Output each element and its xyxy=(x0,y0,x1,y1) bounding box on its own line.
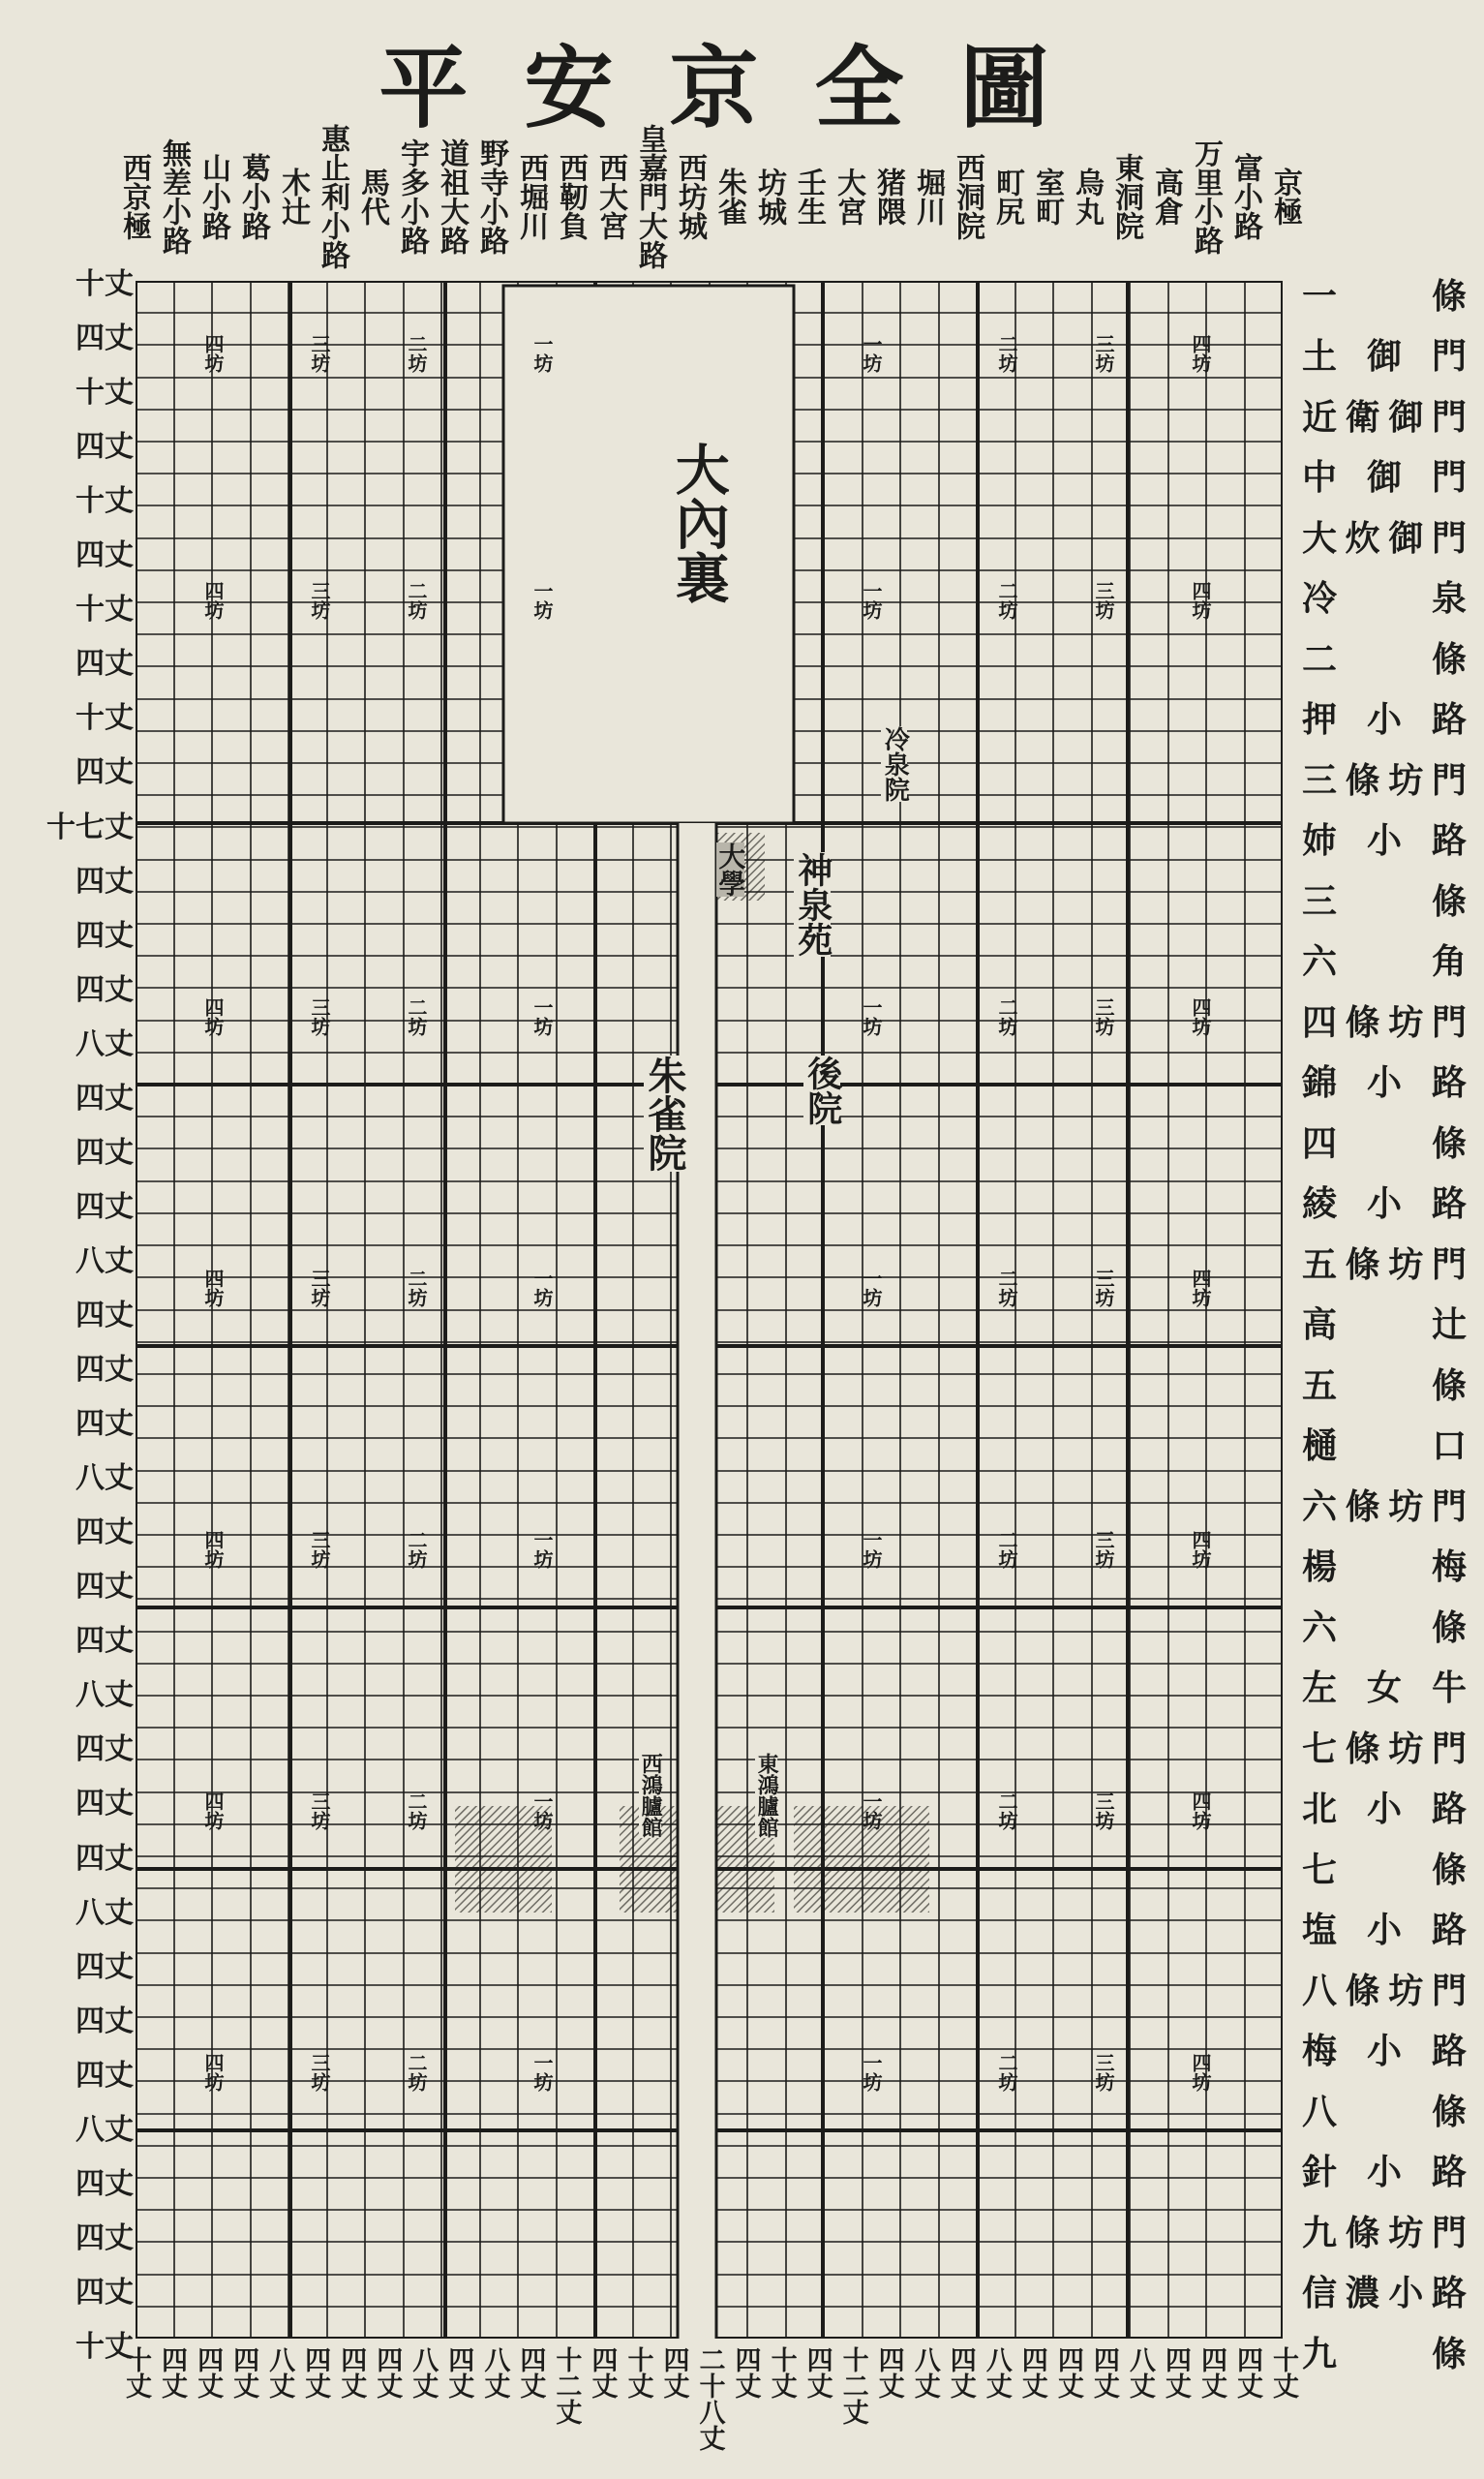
left-width-label: 十丈 xyxy=(76,2330,134,2364)
left-width-label: 四丈 xyxy=(76,755,134,790)
right-street-label: 梅 小 路 xyxy=(1302,2031,1467,2071)
top-street-label: 万里小路 xyxy=(1189,138,1223,255)
top-street-label: 堀川 xyxy=(911,168,945,226)
left-width-label: 四丈 xyxy=(76,864,134,899)
top-street-label: 京極 xyxy=(1268,168,1302,226)
ward-label: 二坊 xyxy=(405,1791,428,1830)
left-width-label: 十七丈 xyxy=(46,810,134,844)
ward-label: 三坊 xyxy=(308,997,331,1036)
right-street-label: 左 女 牛 xyxy=(1302,1668,1467,1708)
right-street-label: 土 御 門 xyxy=(1302,336,1467,377)
top-street-label: 東洞院 xyxy=(1109,153,1143,240)
ward-label: 四坊 xyxy=(1189,997,1212,1036)
left-width-label: 四丈 xyxy=(76,2004,134,2038)
bottom-width-label: 四丈 xyxy=(1088,2346,1119,2399)
bottom-width-label: 十丈 xyxy=(1268,2346,1298,2399)
bottom-width-label: 四丈 xyxy=(336,2346,367,2399)
top-street-label: 室町 xyxy=(1030,168,1064,226)
left-width-label: 四丈 xyxy=(76,1787,134,1821)
top-street-label: 西大宮 xyxy=(593,153,627,240)
bottom-width-label: 四丈 xyxy=(443,2346,474,2399)
right-street-label: 四 條 xyxy=(1302,1122,1467,1164)
right-street-label: 信 濃 小 路 xyxy=(1302,2273,1467,2313)
ward-label: 四坊 xyxy=(1189,2053,1212,2092)
bottom-width-label: 四丈 xyxy=(157,2346,188,2399)
ward-label: 二坊 xyxy=(995,334,1018,373)
ward-label: 三坊 xyxy=(1092,1269,1115,1307)
left-width-label: 十丈 xyxy=(76,484,134,519)
bottom-width-label: 四丈 xyxy=(945,2346,976,2399)
left-width-label: 四丈 xyxy=(76,1515,134,1550)
ward-label: 二坊 xyxy=(405,581,428,620)
left-width-label: 四丈 xyxy=(76,1407,134,1442)
ward-label: 一坊 xyxy=(530,1269,554,1307)
right-street-label: 近 衛 御 門 xyxy=(1302,396,1467,438)
right-street-label: 三 條 坊 門 xyxy=(1302,759,1467,801)
left-width-label: 四丈 xyxy=(76,430,134,465)
left-width-label: 四丈 xyxy=(76,1732,134,1767)
ward-label: 二坊 xyxy=(405,334,428,373)
right-street-label: 綾 小 路 xyxy=(1302,1183,1467,1224)
ward-label: 一坊 xyxy=(530,581,554,620)
right-street-label: 七 條 xyxy=(1302,1849,1467,1890)
ward-label: 四坊 xyxy=(201,997,225,1036)
top-street-label: 葛小路 xyxy=(236,153,270,240)
right-street-label: 八 條 xyxy=(1302,2091,1467,2132)
right-street-label: 塩 小 路 xyxy=(1302,1910,1467,1950)
ward-label: 一坊 xyxy=(530,2053,554,2092)
left-width-label: 四丈 xyxy=(76,321,134,356)
ward-label: 四坊 xyxy=(1189,581,1212,620)
bottom-width-label: 十二丈 xyxy=(551,2346,582,2425)
bottom-width-labels xyxy=(0,2339,1484,2464)
left-width-label: 八丈 xyxy=(76,1895,134,1930)
nishi-kourokan-label: 西鴻臚館 xyxy=(638,1753,664,1838)
ward-label: 三坊 xyxy=(1092,334,1115,373)
right-street-label: 四 條 坊 門 xyxy=(1302,1001,1467,1043)
top-street-label: 皇嘉門大路 xyxy=(633,124,667,269)
left-width-label: 四丈 xyxy=(76,1135,134,1170)
left-width-label: 四丈 xyxy=(76,2058,134,2093)
ward-label: 三坊 xyxy=(308,1269,331,1307)
left-width-label: 四丈 xyxy=(76,2166,134,2201)
ward-label: 二坊 xyxy=(995,581,1018,620)
left-width-label: 四丈 xyxy=(76,1299,134,1332)
ward-label: 三坊 xyxy=(308,1530,331,1569)
top-street-label: 道祖大路 xyxy=(435,138,469,255)
right-street-label: 七 條 坊 門 xyxy=(1302,1728,1467,1769)
ward-label: 二坊 xyxy=(995,1791,1018,1830)
left-width-label: 四丈 xyxy=(76,1949,134,1984)
bottom-width-label: 四丈 xyxy=(1196,2346,1227,2399)
top-street-label: 山小路 xyxy=(197,153,230,240)
ward-label: 一坊 xyxy=(860,1791,883,1830)
ward-label: 三坊 xyxy=(1092,2053,1115,2092)
left-width-label: 八丈 xyxy=(76,1678,134,1713)
bottom-width-label: 四丈 xyxy=(658,2346,689,2399)
ward-label: 一坊 xyxy=(860,997,883,1036)
bottom-width-label: 四丈 xyxy=(228,2346,259,2399)
top-street-label: 高倉 xyxy=(1149,168,1183,226)
ward-label: 四坊 xyxy=(201,2053,225,2092)
bottom-width-label: 四丈 xyxy=(1052,2346,1083,2399)
higashi-kourokan-label: 東鴻臚館 xyxy=(754,1753,780,1838)
top-street-label: 惠止利小路 xyxy=(316,124,349,269)
left-width-label: 十丈 xyxy=(76,376,134,411)
right-street-label: 押 小 路 xyxy=(1302,699,1467,740)
right-street-label: 姉 小 路 xyxy=(1302,820,1467,861)
left-width-label: 四丈 xyxy=(76,1189,134,1224)
left-width-label: 四丈 xyxy=(76,918,134,953)
left-width-label: 十丈 xyxy=(76,267,134,301)
left-width-label: 十丈 xyxy=(76,593,134,627)
top-street-label: 町尻 xyxy=(990,168,1024,226)
bottom-width-label: 十二丈 xyxy=(837,2346,868,2425)
ward-label: 一坊 xyxy=(530,1791,554,1830)
city-grid-map xyxy=(136,281,1283,2339)
ward-label: 二坊 xyxy=(995,997,1018,1036)
top-street-label: 木辻 xyxy=(276,168,310,226)
left-width-label: 四丈 xyxy=(76,972,134,1007)
right-street-label: 六 角 xyxy=(1302,941,1467,982)
ward-label: 三坊 xyxy=(1092,581,1115,620)
top-street-label: 無差小路 xyxy=(157,138,191,255)
bottom-width-label: 四丈 xyxy=(1160,2346,1191,2399)
ward-label: 一坊 xyxy=(860,2053,883,2092)
top-street-label: 西京極 xyxy=(117,153,151,240)
ward-label: 四坊 xyxy=(1189,334,1212,373)
left-width-label: 四丈 xyxy=(76,538,134,573)
left-width-label: 四丈 xyxy=(76,647,134,682)
ward-label: 四坊 xyxy=(201,1791,225,1830)
left-width-label: 八丈 xyxy=(76,1243,134,1278)
daidairi-palace-label: 大內裏 xyxy=(668,436,729,610)
bottom-width-label: 四丈 xyxy=(193,2346,224,2399)
top-street-label: 馬代 xyxy=(355,168,389,226)
left-width-label: 四丈 xyxy=(76,2275,134,2310)
right-street-label: 六 條 xyxy=(1302,1607,1467,1648)
right-street-label: 中 御 門 xyxy=(1302,457,1467,498)
reizeiin-label: 冷泉院 xyxy=(880,726,910,802)
top-street-label: 壬生 xyxy=(792,168,826,226)
bottom-width-label: 四丈 xyxy=(587,2346,618,2399)
bottom-width-label: 四丈 xyxy=(372,2346,403,2399)
bottom-width-label: 十丈 xyxy=(121,2346,151,2399)
ward-label: 三坊 xyxy=(308,2053,331,2092)
bottom-width-label: 四丈 xyxy=(802,2346,833,2399)
bottom-width-label: 八丈 xyxy=(264,2346,295,2399)
top-street-label: 猪隈 xyxy=(871,168,905,226)
ward-label: 一坊 xyxy=(530,997,554,1036)
left-width-label: 八丈 xyxy=(76,1026,134,1061)
right-street-label: 錦 小 路 xyxy=(1302,1062,1467,1103)
right-street-label: 五 條 坊 門 xyxy=(1302,1243,1467,1285)
top-street-label: 西靭負 xyxy=(554,153,588,240)
top-street-label: 烏丸 xyxy=(1070,168,1104,226)
ward-label: 一坊 xyxy=(860,581,883,620)
bottom-width-label: 八丈 xyxy=(1124,2346,1155,2399)
bottom-width-label: 八丈 xyxy=(909,2346,940,2399)
ward-label: 四坊 xyxy=(201,1269,225,1307)
ward-label: 二坊 xyxy=(405,2053,428,2092)
bottom-width-label: 十丈 xyxy=(622,2346,653,2399)
right-street-label: 楊 梅 xyxy=(1302,1546,1467,1587)
bottom-width-label: 二十八丈 xyxy=(694,2346,725,2451)
daigaku-label: 大學 xyxy=(714,842,747,897)
suzakuin-label: 朱雀院 xyxy=(642,1056,687,1172)
bottom-width-label: 四丈 xyxy=(730,2346,761,2399)
left-width-labels xyxy=(39,267,136,2364)
right-street-label: 八 條 坊 門 xyxy=(1302,1970,1467,2011)
bottom-width-label: 四丈 xyxy=(873,2346,904,2399)
ward-label: 二坊 xyxy=(995,2053,1018,2092)
top-street-labels xyxy=(116,124,1307,269)
ward-label: 三坊 xyxy=(308,334,331,373)
ward-label: 一坊 xyxy=(530,1530,554,1569)
right-street-label: 九 條 坊 門 xyxy=(1302,2212,1467,2253)
ward-label: 三坊 xyxy=(1092,1530,1115,1569)
ward-label: 二坊 xyxy=(405,997,428,1036)
ward-label: 三坊 xyxy=(308,1791,331,1830)
left-width-label: 八丈 xyxy=(76,2112,134,2147)
ward-label: 二坊 xyxy=(405,1530,428,1569)
right-street-label: 一 條 xyxy=(1302,275,1467,317)
page-title: 平安京全圖 xyxy=(379,36,1105,140)
ward-label: 三坊 xyxy=(1092,997,1115,1036)
top-street-label: 西洞院 xyxy=(951,153,984,240)
ward-label: 二坊 xyxy=(995,1530,1018,1569)
ward-label: 二坊 xyxy=(995,1269,1018,1307)
right-street-label: 北 小 路 xyxy=(1302,1789,1467,1829)
ward-label: 四坊 xyxy=(1189,1269,1212,1307)
right-street-label: 冷 泉 xyxy=(1302,578,1467,619)
ward-label: 四坊 xyxy=(1189,1791,1212,1830)
right-street-label: 針 小 路 xyxy=(1302,2152,1467,2192)
ward-label: 四坊 xyxy=(201,1530,225,1569)
right-street-label: 樋 口 xyxy=(1302,1425,1467,1466)
bottom-width-label: 十丈 xyxy=(766,2346,797,2399)
left-width-label: 四丈 xyxy=(76,2220,134,2255)
left-width-label: 四丈 xyxy=(76,1081,134,1116)
right-street-labels xyxy=(1302,269,1467,2380)
left-width-label: 四丈 xyxy=(76,1624,134,1659)
ward-label: 四坊 xyxy=(201,581,225,620)
ward-label: 一坊 xyxy=(530,334,554,373)
top-street-label: 宇多小路 xyxy=(395,138,429,255)
top-street-label: 西坊城 xyxy=(673,153,707,240)
bottom-width-label: 八丈 xyxy=(479,2346,510,2399)
ward-label: 二坊 xyxy=(405,1269,428,1307)
ward-label: 一坊 xyxy=(860,1530,883,1569)
left-width-label: 十丈 xyxy=(76,701,134,736)
left-width-label: 四丈 xyxy=(76,1841,134,1876)
bottom-width-label: 八丈 xyxy=(408,2346,439,2399)
top-street-label: 朱雀 xyxy=(712,168,746,226)
right-street-label: 九 條 xyxy=(1302,2333,1467,2374)
ward-label: 三坊 xyxy=(1092,1791,1115,1830)
ward-label: 四坊 xyxy=(201,334,225,373)
right-street-label: 二 條 xyxy=(1302,638,1467,680)
bottom-width-label: 四丈 xyxy=(1231,2346,1262,2399)
bottom-width-label: 四丈 xyxy=(515,2346,546,2399)
right-street-label: 六 條 坊 門 xyxy=(1302,1485,1467,1527)
right-street-label: 高 辻 xyxy=(1302,1304,1467,1345)
bottom-width-label: 四丈 xyxy=(300,2346,331,2399)
left-width-label: 四丈 xyxy=(76,1570,134,1605)
ward-label: 四坊 xyxy=(1189,1530,1212,1569)
top-street-label: 大宮 xyxy=(832,168,865,226)
bottom-width-label: 四丈 xyxy=(1016,2346,1047,2399)
shinsenen-label: 神泉苑 xyxy=(792,852,833,957)
ward-label: 三坊 xyxy=(308,581,331,620)
ward-label: 一坊 xyxy=(860,334,883,373)
left-width-label: 四丈 xyxy=(76,1353,134,1388)
suzaku-avenue xyxy=(678,823,716,2339)
right-street-label: 大 炊 御 門 xyxy=(1302,517,1467,559)
ward-label: 一坊 xyxy=(860,1269,883,1307)
right-street-label: 五 條 xyxy=(1302,1364,1467,1406)
bottom-width-label: 八丈 xyxy=(981,2346,1012,2399)
right-street-label: 三 條 xyxy=(1302,880,1467,922)
top-street-label: 富小路 xyxy=(1228,153,1262,240)
top-street-label: 坊城 xyxy=(752,168,786,226)
kouin-label: 後院 xyxy=(802,1056,843,1125)
top-street-label: 西堀川 xyxy=(514,153,548,240)
left-width-label: 八丈 xyxy=(76,1461,134,1496)
top-street-label: 野寺小路 xyxy=(474,138,508,255)
